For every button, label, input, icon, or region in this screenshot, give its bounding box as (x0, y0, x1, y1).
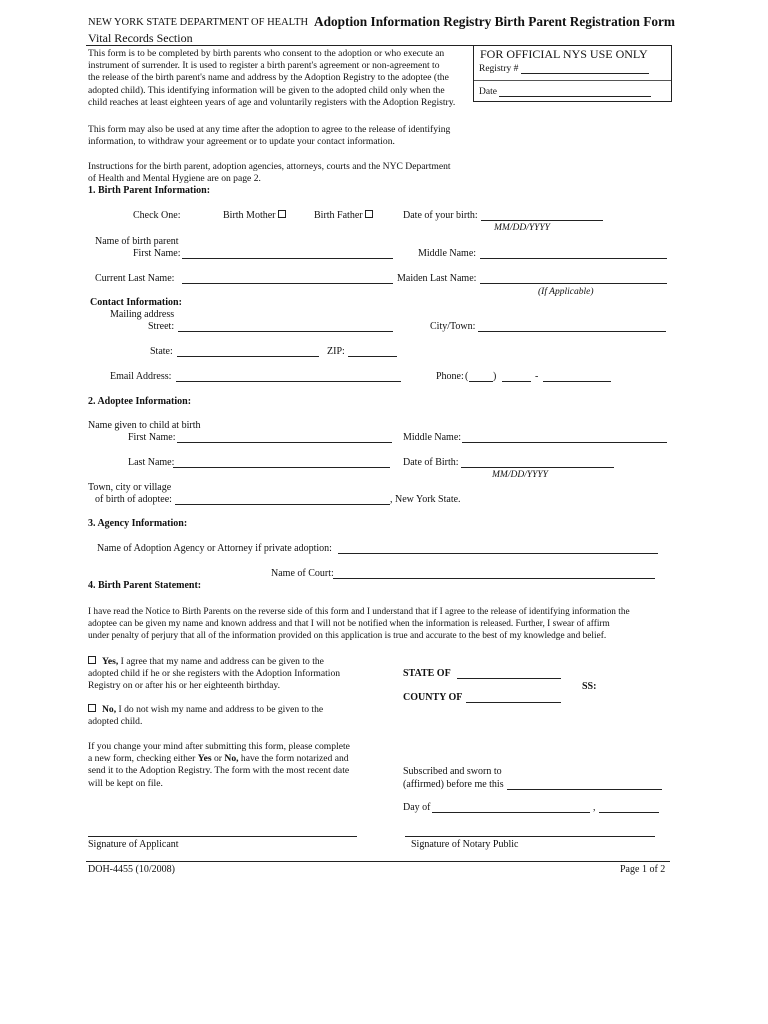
zip-label: ZIP: (327, 346, 345, 357)
official-date-label: Date (479, 87, 497, 97)
change-mind-paragraph: If you change your mind after submitting this form, please complete a new form, checking either Yes or No, have the form notarized and send it to the Adoption Registry. The form with the most recent date will be kept on file. (88, 741, 350, 789)
agency-field[interactable] (338, 553, 658, 554)
ss-label: SS: (582, 681, 597, 692)
day-of-label: Day of (403, 802, 431, 813)
adoptee-last-name-field[interactable] (173, 467, 390, 468)
state-field[interactable] (177, 356, 319, 357)
day-of-comma: , (593, 802, 596, 813)
notary-county-field[interactable] (466, 702, 561, 703)
section4-heading: 4. Birth Parent Statement: (88, 580, 202, 591)
contact-info-heading: Contact Information: (90, 297, 182, 308)
current-last-name-field[interactable] (182, 283, 393, 284)
no-checkbox[interactable] (88, 704, 96, 712)
section1-heading: 1. Birth Parent Information: (88, 185, 211, 196)
birth-mother-option[interactable]: Birth Mother (223, 210, 286, 221)
statement-paragraph: I have read the Notice to Birth Parents on the reverse side of this form and I understand that if I agree to the release of identifying information the adoptee can be given my name and known address and that I will not be notified when the information is released. Further, I swear of affirm under penalty of perjury that all of the information provided on this application is true and accurate to the best of my knowledge and belief. (88, 607, 630, 642)
adoptee-last-name-label: Last Name: (128, 457, 175, 468)
phone-area-close: ) (493, 371, 497, 382)
first-name-label: First Name: (133, 248, 181, 259)
phone-line-field[interactable] (543, 381, 611, 382)
middle-name-field[interactable] (480, 258, 667, 259)
birth-mother-checkbox[interactable] (278, 210, 286, 218)
state-of-label: STATE OF (403, 668, 451, 679)
notary-signature-label: Signature of Notary Public (411, 839, 519, 850)
phone-dash: - (535, 371, 539, 382)
official-box-divider (474, 80, 671, 81)
section3-heading: 3. Agency Information: (88, 518, 188, 529)
registry-label: Registry # (479, 64, 519, 74)
page-number: Page 1 of 2 (620, 864, 666, 875)
new-york-state-label: , New York State. (390, 494, 461, 505)
day-of-year-field[interactable] (599, 812, 659, 813)
adoptee-dob-label: Date of Birth: (403, 457, 459, 468)
dob-field[interactable] (481, 220, 603, 221)
name-of-parent-label: Name of birth parent (95, 236, 179, 247)
no-option[interactable]: No, I do not wish my name and address to be given to the adopted child. (88, 704, 324, 728)
middle-name-label: Middle Name: (418, 248, 477, 259)
agency-label: Name of Adoption Agency or Attorney if private adoption: (97, 543, 332, 554)
zip-field[interactable] (348, 356, 397, 357)
maiden-last-name-field[interactable] (480, 283, 667, 284)
phone-area-open: ( (465, 371, 469, 382)
county-of-label: COUNTY OF (403, 692, 463, 703)
section2-heading: 2. Adoptee Information: (88, 396, 192, 407)
applicant-signature-label: Signature of Applicant (88, 839, 179, 850)
notary-state-field[interactable] (457, 678, 561, 679)
if-applicable-hint: (If Applicable) (538, 287, 594, 297)
official-date-field[interactable] (499, 96, 651, 97)
street-field[interactable] (178, 331, 393, 332)
yes-checkbox[interactable] (88, 656, 96, 664)
adoptee-dob-field[interactable] (461, 467, 614, 468)
email-field[interactable] (176, 381, 401, 382)
town-of-birth-field[interactable] (175, 504, 390, 505)
city-town-field[interactable] (478, 331, 666, 332)
adoptee-first-name-field[interactable] (177, 442, 392, 443)
street-label: Street: (148, 321, 175, 332)
adoptee-middle-name-label: Middle Name: (403, 432, 462, 443)
phone-area-field[interactable] (469, 381, 493, 382)
city-town-label: City/Town: (430, 321, 476, 332)
name-given-label: Name given to child at birth (88, 420, 201, 431)
section-title: Vital Records Section (88, 31, 193, 45)
notary-signature-line[interactable] (405, 836, 655, 837)
email-label: Email Address: (110, 371, 172, 382)
birth-father-checkbox[interactable] (365, 210, 373, 218)
applicant-signature-line[interactable] (88, 836, 357, 837)
agency-name: NEW YORK STATE DEPARTMENT OF HEALTH (88, 17, 309, 28)
state-label: State: (150, 346, 173, 357)
intro-paragraph: This form is to be completed by birth parents who consent to the adoption or who execute an instrument of surrender. It is used to register a birth parent's agreement or non-agreement to the release of the birth parent's name and address by the Adoption Registry to the adoptee (the adopted child). This identifying information will be given to the adopted child only when the child reaches at least eighteen years of age and voluntarily registers with the Adoption Registry. (88, 48, 456, 108)
current-last-name-label: Current Last Name: (95, 273, 175, 284)
mailing-address-label: Mailing address (110, 309, 175, 320)
sworn-date-field[interactable] (507, 789, 662, 790)
check-one-label: Check One: (133, 210, 181, 221)
official-use-box (473, 46, 672, 102)
phone-label: Phone: (436, 371, 464, 382)
registry-field[interactable] (521, 73, 649, 74)
maiden-last-name-label: Maiden Last Name: (397, 273, 477, 284)
adoptee-first-name-label: First Name: (128, 432, 176, 443)
birth-father-option[interactable]: Birth Father (314, 210, 373, 221)
first-name-field[interactable] (182, 258, 393, 259)
town-label-line2: of birth of adoptee: (95, 494, 172, 505)
phone-prefix-field[interactable] (502, 381, 531, 382)
form-title: Adoption Information Registry Birth Parent Registration Form (314, 14, 675, 29)
adoptee-middle-name-field[interactable] (462, 442, 667, 443)
dob-format-hint: MM/DD/YYYY (494, 223, 550, 233)
day-of-field[interactable] (432, 812, 590, 813)
adoptee-dob-format-hint: MM/DD/YYYY (492, 470, 548, 480)
footer-rule (86, 861, 670, 862)
yes-option[interactable]: Yes, I agree that my name and address can be given to the adopted child if he or she registers with the Adoption Information Registry on or after his or her eighteenth birthday. (88, 656, 341, 692)
intro-paragraph-2: This form may also be used at any time after the adoption to agree to the release of identifying information, to withdraw your agreement or to update your contact information. (88, 124, 451, 148)
intro-paragraph-3: Instructions for the birth parent, adoption agencies, attorneys, courts and the NYC Department of Health and Mental Hygiene are on page 2. (88, 161, 451, 185)
town-label-line1: Town, city or village (88, 482, 172, 493)
official-use-title: FOR OFFICIAL NYS USE ONLY (480, 47, 648, 61)
form-number: DOH-4455 (10/2008) (88, 864, 175, 875)
subscribed-label-2: (affirmed) before me this (403, 779, 504, 790)
subscribed-label-1: Subscribed and sworn to (403, 766, 502, 777)
dob-label: Date of your birth: (403, 210, 478, 221)
court-label: Name of Court: (271, 568, 334, 579)
court-field[interactable] (333, 578, 655, 579)
